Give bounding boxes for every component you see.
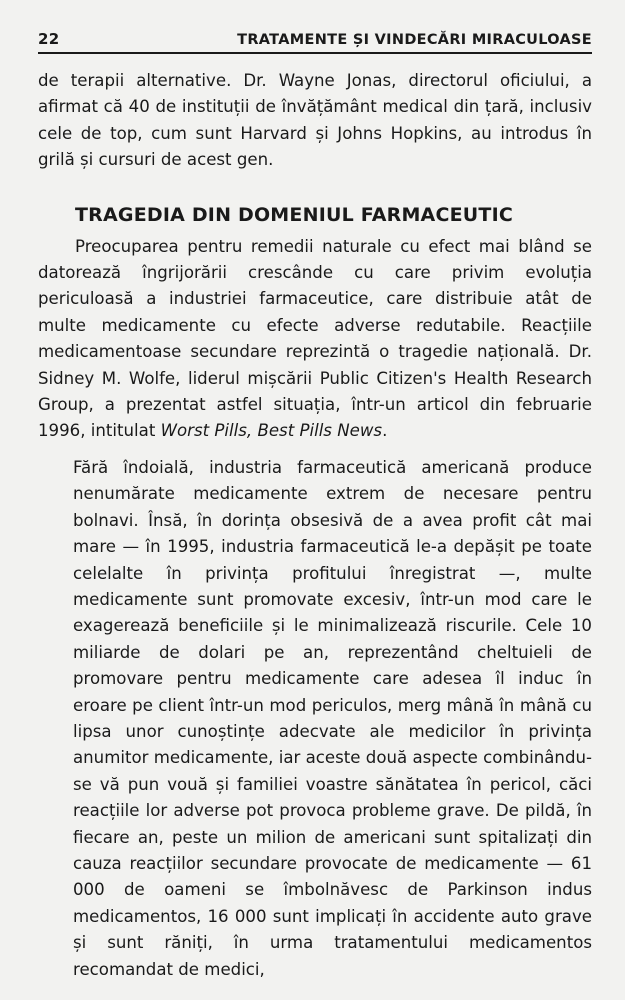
block-quote bbox=[73, 455, 592, 983]
running-header bbox=[38, 30, 592, 54]
section-heading: TRAGEDIA DIN DOMENIUL FARMACEUTIC bbox=[75, 203, 513, 226]
intro-paragraph: de terapii alternative. Dr. Wayne Jonas, directorul oficiului, a afirmat că 40 de instituții de învățământ medical din țară, inclusiv cele de top, cum sunt Harvard și Johns Hopkins, au introdus în grilă și cursuri de acest gen. bbox=[38, 71, 592, 170]
quote-paragraph: Fără îndoială, industria farmaceutică americană produce nenumărate medicamente extrem de necesare pentru bolnavi. Însă, în dorința obsesivă de a avea profit cât mai mare — în 1995, industria farmaceutică le-a depășit pe toate celelalte în privința profitului înregistrat —, multe medicamente sunt promovate excesiv, într-un mod care le exagerează beneficiile și le minimalizează riscurile. Cele 10 miliarde de dolari pe an, reprezentând cheltuieli de promovare pentru medicamente care adesea îl induc în eroare pe client într-un mod periculos, merg mână în mână cu lipsa unor cunoștințe adecvate ale medicilor în privința anumitor medicamente, iar aceste două aspecte combinându-se vă pun vouă și familiei voastre sănătatea în pericol, căci reacțiile lor adverse pot provoca probleme grave. De pildă, în fiecare an, peste un milion de americani sunt spitalizați din cauza reacțiilor secundare provocate de medicamente — 61 000 de oameni se îmbolnăvesc de Parkinson indus medicamentos, 16 000 sunt implicați în accidente auto grave și sunt răniți, în urma tratamentului medicamentos recomandat de medici, bbox=[73, 457, 592, 979]
page-number: 22 bbox=[38, 30, 60, 48]
section-paragraph-end: . bbox=[382, 421, 388, 441]
article-title: Worst Pills, Best Pills News bbox=[160, 421, 383, 441]
running-title: TRATAMENTE ȘI VINDECĂRI MIRACULOASE bbox=[237, 32, 592, 48]
section-paragraph-text: Preocuparea pentru remedii naturale cu efect mai blând se datorează îngrijorării crescânde cu care privim evoluția periculoasă a industriei farmaceutice, care distribuie atât de multe medicamente cu efecte adverse redutabile. Reacțiile medicamentoase secundare reprezintă o tragedie națională. Dr. Sidney M. Wolfe, liderul mișcării Public Citizen's Health Research Group, a prezentat astfel situația, într-un articol din februarie 1996, intitulat bbox=[38, 236, 592, 441]
book-page bbox=[38, 30, 592, 983]
section-paragraph bbox=[38, 234, 592, 445]
